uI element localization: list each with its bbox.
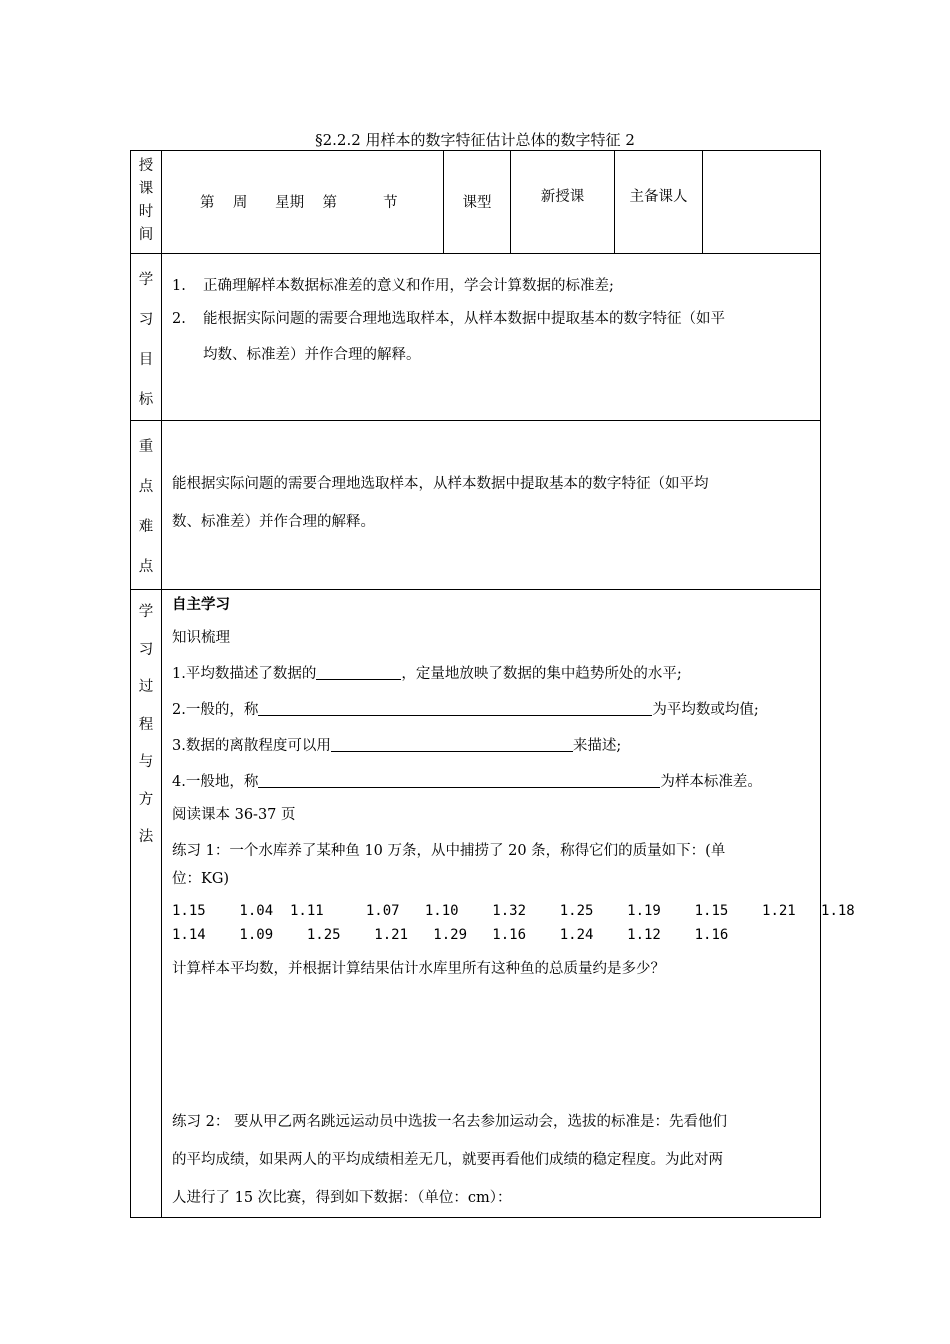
question-2: 2.一般的，称 为平均数或均值; (172, 702, 759, 718)
exercise-1-question: 计算样本平均数，并根据计算结果估计水库里所有这种鱼的总质量约是多少？ (172, 961, 665, 977)
key-points-line-1: 能根据实际问题的需要合理地选取样本，从样本数据中提取基本的数字特征（如平均 (172, 476, 709, 492)
blank-1 (316, 665, 401, 680)
goal-item-2: 2. 能根据实际问题的需要合理地选取样本，从样本数据中提取基本的数字特征（如平 (172, 311, 725, 327)
exercise-2-line-3: 人进行了 15 次比赛，得到如下数据：（单位：cm）： (172, 1190, 512, 1206)
key-points-row (131, 421, 821, 590)
label-learning-process: 学 习 过 程 与 方 法 (131, 590, 162, 1218)
time-text: 第 周 星期 第 节 (200, 195, 398, 211)
type-label-cell (444, 151, 511, 254)
author-label-cell (615, 151, 703, 254)
goals-row (131, 254, 821, 421)
question-4: 4.一般地，称 为样本标准差。 (172, 774, 762, 790)
blank-4 (258, 773, 660, 788)
label-key-difficult-points: 重 点 难 点 (131, 421, 162, 590)
process-row (131, 590, 821, 1218)
exercise-1-line-2: 位：KG) (172, 871, 230, 887)
key-points-content (162, 421, 821, 590)
section-title: 自主学习 (172, 596, 230, 613)
answer-space (172, 987, 820, 1103)
goals-content (162, 254, 821, 421)
type-label: 课型 (462, 195, 492, 211)
goal-item-1: 1. 正确理解样本数据标准差的意义和作用，学会计算数据的标准差; (172, 278, 614, 294)
exercise-1-line-1: 练习 1：一个水库养了某种鱼 10 万条，从中捕捞了 20 条，称得它们的质量如下：(单 (172, 843, 726, 859)
blank-3 (331, 737, 573, 752)
data-row-1: 1.15 1.04 1.11 1.07 1.10 1.32 1.25 1.19 1.15 1.21 1.18 (172, 903, 855, 919)
exercise-2-line-2: 的平均成绩，如果两人的平均成绩相差无几，就要再看他们成绩的稳定程度。为此对两 (172, 1152, 723, 1168)
reading-note: 阅读课本 36-37 页 (172, 807, 296, 823)
goal-item-2-cont: 均数、标准差）并作合理的解释。 (203, 347, 421, 363)
label-teaching-time: 授 课 时 间 (131, 151, 162, 254)
question-1: 1.平均数描述了数据的 ，定量地放映了数据的集中趋势所处的水平; (172, 666, 682, 682)
time-cell (162, 151, 444, 254)
page-title: §2.2.2 用样本的数字特征估计总体的数字特征 2 (315, 131, 635, 149)
lesson-plan-table (130, 150, 855, 1218)
author-value-cell (703, 151, 821, 254)
author-label: 主备课人 (629, 189, 688, 205)
data-row-2: 1.14 1.09 1.25 1.21 1.29 1.16 1.24 1.12 1.16 (172, 927, 729, 943)
type-value: 新授课 (540, 189, 585, 205)
header-row (131, 151, 821, 254)
blank-2 (258, 701, 652, 716)
section-subtitle: 知识梳理 (172, 630, 230, 646)
label-learning-goals: 学 习 目 标 (131, 254, 162, 421)
type-value-cell (511, 151, 615, 254)
key-points-line-2: 数、标准差）并作合理的解释。 (172, 514, 375, 530)
question-3: 3.数据的离散程度可以用 来描述; (172, 738, 622, 754)
exercise-2-line-1: 练习 2： 要从甲乙两名跳远运动员中选拔一名去参加运动会，选拔的标准是：先看他们 (172, 1114, 727, 1130)
process-content (162, 590, 855, 1218)
